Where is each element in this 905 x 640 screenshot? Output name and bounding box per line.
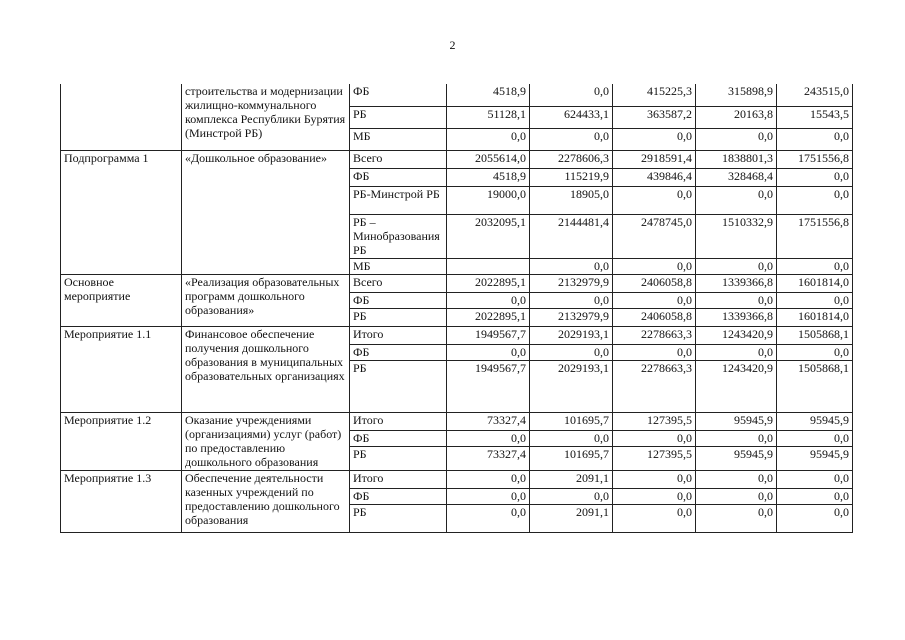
amount-cell-year-4: 0,0 <box>696 258 777 274</box>
amount-cell-year-3: 2918591,4 <box>613 150 696 168</box>
table-row <box>61 326 853 344</box>
program-name-cell: Финансовое обеспечение получения дошкольного образования в муниципальных образовательных организациях <box>182 326 350 412</box>
amount-cell-year-3: 439846,4 <box>613 168 696 186</box>
program-code-cell: Основное мероприятие <box>61 274 182 326</box>
table-row <box>61 150 853 168</box>
amount-cell-year-3: 0,0 <box>613 186 696 214</box>
amount-cell-year-5: 0,0 <box>777 128 853 150</box>
funding-source-cell: ФБ <box>350 84 447 106</box>
amount-cell-year-1: 73327,4 <box>447 412 530 430</box>
amount-cell-year-3: 0,0 <box>613 470 696 488</box>
table-row <box>61 84 853 106</box>
amount-cell-year-3: 0,0 <box>613 128 696 150</box>
amount-cell-year-1: 4518,9 <box>447 168 530 186</box>
amount-cell-year-3: 2278663,3 <box>613 360 696 412</box>
amount-cell-year-3: 0,0 <box>613 488 696 504</box>
amount-cell-year-2: 2132979,9 <box>530 274 613 292</box>
amount-cell-year-1: 2022895,1 <box>447 274 530 292</box>
amount-cell-year-2: 2029193,1 <box>530 326 613 344</box>
amount-cell-year-2: 0,0 <box>530 430 613 446</box>
amount-cell-year-4: 0,0 <box>696 430 777 446</box>
amount-cell-year-5: 243515,0 <box>777 84 853 106</box>
amount-cell-year-5: 1601814,0 <box>777 274 853 292</box>
amount-cell-year-2: 2029193,1 <box>530 360 613 412</box>
amount-cell-year-2: 2132979,9 <box>530 308 613 326</box>
amount-cell-year-4: 0,0 <box>696 488 777 504</box>
table-row <box>61 412 853 430</box>
amount-cell-year-1: 4518,9 <box>447 84 530 106</box>
amount-cell-year-3: 2278663,3 <box>613 326 696 344</box>
funding-source-cell: РБ <box>350 446 447 470</box>
program-code-cell: Подпрограмма 1 <box>61 150 182 274</box>
amount-cell-year-4: 1339366,8 <box>696 308 777 326</box>
amount-cell-year-5: 1751556,8 <box>777 150 853 168</box>
budget-table <box>60 84 853 533</box>
amount-cell-year-2: 2091,1 <box>530 504 613 532</box>
amount-cell-year-5: 1505868,1 <box>777 326 853 344</box>
amount-cell-year-1: 0,0 <box>447 292 530 308</box>
amount-cell-year-2: 0,0 <box>530 258 613 274</box>
program-code-cell: Мероприятие 1.1 <box>61 326 182 412</box>
table-row <box>61 274 853 292</box>
funding-source-cell: РБ <box>350 504 447 532</box>
amount-cell-year-2: 2278606,3 <box>530 150 613 168</box>
amount-cell-year-2: 115219,9 <box>530 168 613 186</box>
amount-cell-year-5: 1751556,8 <box>777 214 853 258</box>
amount-cell-year-4: 1510332,9 <box>696 214 777 258</box>
amount-cell-year-2: 101695,7 <box>530 446 613 470</box>
amount-cell-year-3: 127395,5 <box>613 446 696 470</box>
amount-cell-year-1: 0,0 <box>447 470 530 488</box>
amount-cell-year-4: 0,0 <box>696 504 777 532</box>
amount-cell-year-4: 95945,9 <box>696 412 777 430</box>
funding-source-cell: РБ <box>350 360 447 412</box>
amount-cell-year-5: 0,0 <box>777 292 853 308</box>
amount-cell-year-4: 328468,4 <box>696 168 777 186</box>
amount-cell-year-1: 0,0 <box>447 128 530 150</box>
amount-cell-year-4: 1838801,3 <box>696 150 777 168</box>
amount-cell-year-3: 127395,5 <box>613 412 696 430</box>
program-name-cell: «Реализация образовательных программ дошкольного образования» <box>182 274 350 326</box>
program-name-cell: строительства и модернизации жилищно-коммунального комплекса Республики Бурятия (Минстрой РБ) <box>182 84 350 150</box>
amount-cell-year-2: 624433,1 <box>530 106 613 128</box>
amount-cell-year-4: 20163,8 <box>696 106 777 128</box>
amount-cell-year-3: 0,0 <box>613 504 696 532</box>
amount-cell-year-5: 0,0 <box>777 258 853 274</box>
funding-source-cell: РБ – Минобразования РБ <box>350 214 447 258</box>
amount-cell-year-1: 2022895,1 <box>447 308 530 326</box>
amount-cell-year-1: 0,0 <box>447 344 530 360</box>
amount-cell-year-5: 0,0 <box>777 186 853 214</box>
amount-cell-year-2: 0,0 <box>530 128 613 150</box>
amount-cell-year-3: 0,0 <box>613 430 696 446</box>
funding-source-cell: Всего <box>350 274 447 292</box>
amount-cell-year-2: 0,0 <box>530 84 613 106</box>
amount-cell-year-5: 0,0 <box>777 430 853 446</box>
amount-cell-year-4: 0,0 <box>696 292 777 308</box>
amount-cell-year-3: 415225,3 <box>613 84 696 106</box>
amount-cell-year-5: 0,0 <box>777 488 853 504</box>
amount-cell-year-5: 0,0 <box>777 168 853 186</box>
funding-source-cell: ФБ <box>350 430 447 446</box>
amount-cell-year-4: 0,0 <box>696 344 777 360</box>
amount-cell-year-4: 95945,9 <box>696 446 777 470</box>
amount-cell-year-1: 2032095,1 <box>447 214 530 258</box>
amount-cell-year-5: 1601814,0 <box>777 308 853 326</box>
amount-cell-year-1: 0,0 <box>447 488 530 504</box>
amount-cell-year-4: 1243420,9 <box>696 360 777 412</box>
amount-cell-year-1: 2055614,0 <box>447 150 530 168</box>
amount-cell-year-5: 95945,9 <box>777 446 853 470</box>
amount-cell-year-3: 363587,2 <box>613 106 696 128</box>
amount-cell-year-1: 1949567,7 <box>447 360 530 412</box>
funding-source-cell: ФБ <box>350 344 447 360</box>
program-code-cell: Мероприятие 1.3 <box>61 470 182 532</box>
amount-cell-year-3: 2406058,8 <box>613 274 696 292</box>
amount-cell-year-2: 2144481,4 <box>530 214 613 258</box>
amount-cell-year-1: 0,0 <box>447 504 530 532</box>
funding-source-cell: Всего <box>350 150 447 168</box>
funding-source-cell: Итого <box>350 326 447 344</box>
amount-cell-year-1: 73327,4 <box>447 446 530 470</box>
table-row <box>61 470 853 488</box>
amount-cell-year-1: 1949567,7 <box>447 326 530 344</box>
amount-cell-year-5: 15543,5 <box>777 106 853 128</box>
page-number: 2 <box>449 38 456 52</box>
funding-source-cell: РБ <box>350 106 447 128</box>
amount-cell-year-1: 51128,1 <box>447 106 530 128</box>
amount-cell-year-5: 0,0 <box>777 344 853 360</box>
amount-cell-year-2: 18905,0 <box>530 186 613 214</box>
program-code-cell: Мероприятие 1.2 <box>61 412 182 470</box>
amount-cell-year-5: 95945,9 <box>777 412 853 430</box>
amount-cell-year-4: 0,0 <box>696 128 777 150</box>
amount-cell-year-2: 101695,7 <box>530 412 613 430</box>
amount-cell-year-5: 0,0 <box>777 470 853 488</box>
amount-cell-year-5: 0,0 <box>777 504 853 532</box>
amount-cell-year-3: 2406058,8 <box>613 308 696 326</box>
amount-cell-year-5: 1505868,1 <box>777 360 853 412</box>
amount-cell-year-2: 2091,1 <box>530 470 613 488</box>
amount-cell-year-3: 0,0 <box>613 258 696 274</box>
funding-source-cell: РБ <box>350 308 447 326</box>
funding-source-cell: Итого <box>350 470 447 488</box>
amount-cell-year-3: 0,0 <box>613 344 696 360</box>
amount-cell-year-2: 0,0 <box>530 344 613 360</box>
amount-cell-year-4: 1243420,9 <box>696 326 777 344</box>
amount-cell-year-1: 19000,0 <box>447 186 530 214</box>
program-name-cell: «Дошкольное образование» <box>182 150 350 274</box>
program-name-cell: Обеспечение деятельности казенных учреждений по предоставлению дошкольного образования <box>182 470 350 532</box>
amount-cell-year-1 <box>447 258 530 274</box>
funding-source-cell: Итого <box>350 412 447 430</box>
amount-cell-year-3: 2478745,0 <box>613 214 696 258</box>
funding-source-cell: МБ <box>350 128 447 150</box>
amount-cell-year-2: 0,0 <box>530 292 613 308</box>
amount-cell-year-3: 0,0 <box>613 292 696 308</box>
amount-cell-year-4: 315898,9 <box>696 84 777 106</box>
amount-cell-year-4: 0,0 <box>696 470 777 488</box>
funding-source-cell: ФБ <box>350 292 447 308</box>
funding-source-cell: РБ-Минстрой РБ <box>350 186 447 214</box>
amount-cell-year-1: 0,0 <box>447 430 530 446</box>
program-name-cell: Оказание учреждениями (организациями) услуг (работ) по предоставлению дошкольного образования <box>182 412 350 470</box>
amount-cell-year-2: 0,0 <box>530 488 613 504</box>
funding-source-cell: ФБ <box>350 168 447 186</box>
amount-cell-year-4: 0,0 <box>696 186 777 214</box>
amount-cell-year-4: 1339366,8 <box>696 274 777 292</box>
funding-source-cell: МБ <box>350 258 447 274</box>
funding-source-cell: ФБ <box>350 488 447 504</box>
budget-table-body <box>61 84 853 532</box>
program-code-cell <box>61 84 182 150</box>
